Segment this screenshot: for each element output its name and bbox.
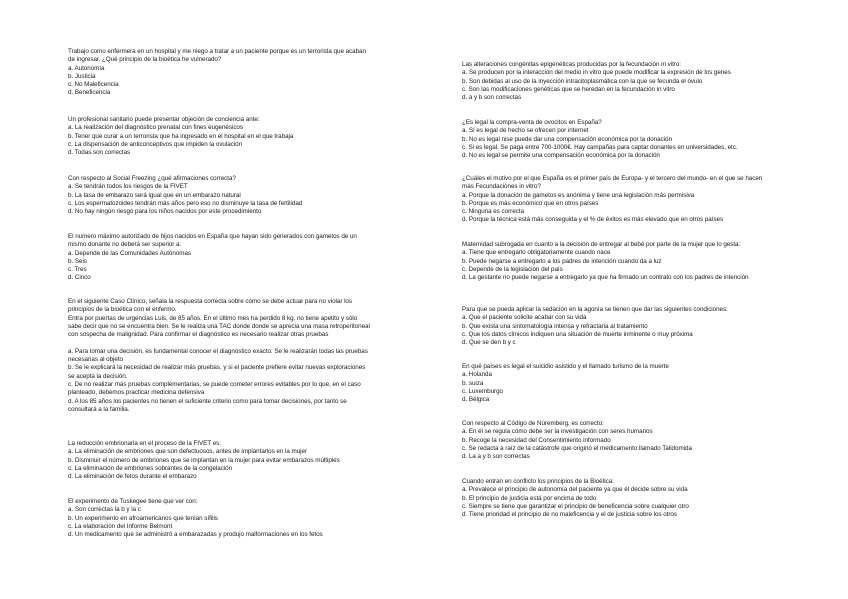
question-text: Con respecto al Código de Núremberg, es correcto:	[462, 420, 604, 427]
question-block	[68, 116, 413, 157]
answer-option: b. Tener que curar a un terrorista que ha ingresado en el hospital en el que trabaja	[68, 132, 294, 140]
question-text: Entra por puertas de urgencias Luis, de 85 años. En el último mes ha perdido 8 kg, no tiene apetito y sólo	[68, 314, 358, 322]
answer-option: b. suiza	[462, 379, 484, 387]
question-block	[462, 175, 792, 225]
answer-option: a. Holanda	[462, 371, 492, 379]
question-block	[68, 298, 413, 414]
answer-option: b. Se le explicará la necesidad de realizar más pruebas, y si el paciente prefiere evitar nuevas exploraciones	[68, 364, 366, 372]
answer-option: necesarias al objeto	[68, 356, 124, 364]
answer-option: d. A los 85 años los pacientes no tienen el suficiente criterio como para tomar decisiones, por tanto se	[68, 397, 347, 405]
answer-option: b. Son debidas al uso de la inyección intracitoplasmática con la que se fecunda el óvulo	[462, 77, 703, 85]
question-text: En el siguiente Caso Clínico, señala la respuesta correcta sobre cómo se debe actuar para no violar los	[68, 298, 352, 305]
answer-option: a. Depende de las Comunidades Autónomas	[68, 249, 192, 257]
question-block	[68, 440, 413, 481]
answer-option: c. Depende de la legislación del país	[462, 265, 563, 273]
question-block	[462, 478, 792, 519]
answer-option: a. Sí es legal de hecho se ofrecen por internet	[462, 127, 589, 135]
answer-option: d. No hay ningún riesgo para los niños nacidos por este procedimiento	[68, 208, 262, 216]
question-block	[462, 241, 792, 282]
answer-option: c. Ninguna es correcta	[462, 208, 524, 216]
answer-option: b. El principio de justicia está por encima de todo	[462, 494, 597, 502]
spacer	[68, 339, 413, 347]
question-text: principios de la bioética con el enfermo.	[68, 306, 177, 314]
answer-option: b. No es legal nise puede dar una compensación económica por la donación	[462, 135, 672, 143]
answer-option: c. Son las modificaciones genéticas que se heredan en la fecundación in vitro	[462, 85, 675, 93]
question-text: Para que se pueda aplicar la sedación en la agonía se tienen que dar las siguientes condiciones:	[462, 306, 728, 313]
answer-option: a. Autonomía	[68, 64, 105, 72]
answer-option: c. Que los datos clínicos indiquen una situación de muerte inminente o muy próxima	[462, 330, 693, 338]
answer-option: a. En él se regula cómo debe ser la investigación con seres humanos	[462, 428, 653, 436]
answer-option: a. Que el paciente solicite acabar con su vida	[462, 314, 587, 322]
question-text: sabe decir que no se encuentra bien. Se le realiza una TAC donde donde se aprecia una masa retroperitoneal	[68, 322, 370, 330]
answer-option: d. Tiene prioridad el principio de no maleficencia y el de justicia sobre los otros	[462, 511, 677, 519]
answer-option: c. No Maleficencia	[68, 81, 119, 89]
question-block	[462, 119, 792, 160]
question-text: con sospecha de malignidad. Para confirmar el diagnóstico es necesario realizar otras pruebas	[68, 331, 329, 339]
answer-option: c. De no realizar más pruebas complementarias, se puede cometer errores evitables por lo que, en el caso	[68, 380, 361, 388]
answer-option: a. Prevalece el principio de autonomía del paciente ya que él decide sobre su vida	[462, 486, 688, 494]
answer-option: se acepta la decisión.	[68, 372, 128, 380]
answer-option: c. Los espermatozoides tendrán más años pero eso no disminuye la tasa de fertilidad	[68, 199, 303, 207]
answer-option: d. Un medicamento que se administró a embarazadas y produjo malformaciones en los fetos	[68, 531, 323, 539]
question-text: El numero máximo autorizado de hijos nacidos en España que hayan sido generados con gametos de un	[68, 233, 357, 240]
answer-option: b. Un experimento en afroamericanos que tenían sífilis	[68, 514, 218, 522]
answer-option: c. La dispensación de anticonceptivos que impiden la ovulación	[68, 140, 243, 148]
answer-option: d. Que se den b y c	[462, 339, 516, 347]
answer-option: d. No es legal se permite una compensación económica por la donación	[462, 152, 660, 160]
question-text: La reducción embrionaria en el proceso de la FIVET es:	[68, 440, 221, 447]
answer-option: d. Todas son correctas	[68, 149, 131, 157]
answer-option: d. La gestante no puede negarse a entregarlo ya que ha firmado un contrato con los padres de intención	[462, 274, 749, 282]
question-block	[462, 61, 792, 102]
answer-option: a. Porque la donación de gametos es anónima y tiene una legislación más permisiva	[462, 191, 695, 199]
answer-option: c. La elaboración del Informe Belmont	[68, 522, 173, 530]
question-text: Cuando entran en conflicto los principios de la Bioética:	[462, 478, 614, 485]
question-text: Con respecto al Social Freezing ¿qué afirmaciones correcta?	[68, 175, 236, 182]
question-text: Un profesional sanitario puede presentar objeción de conciencia ante:	[68, 116, 260, 123]
answer-option: d. Beneficencia	[68, 89, 111, 97]
question-text: mismo donante no deberá ser superior a:	[68, 241, 182, 249]
question-text: ¿Es legal la compra-venta de ovocitos en España?	[462, 119, 602, 126]
question-block	[462, 420, 792, 461]
answer-option: d. La a y b son correctas	[462, 453, 530, 461]
answer-option: c. Si es legal. Se paga entre 700-1000€. Hay campañas para captar donantes en universidades, etc.	[462, 143, 738, 151]
answer-option: d. Porque la técnica está más conseguida y el % de éxitos es más elevado que en otros países	[462, 216, 724, 224]
question-block	[462, 306, 792, 347]
question-text: El experimento de Tuskegee tiene que ver con:	[68, 498, 198, 505]
answer-option: c. La eliminación de embriones sobrantes de la congelación	[68, 464, 233, 472]
question-block	[68, 498, 413, 539]
answer-option: d. La eliminación de fetos durante el embarazo	[68, 473, 197, 481]
answer-option: d. Bélgica	[462, 396, 490, 404]
answer-option: c. Luxemburgo	[462, 387, 504, 395]
answer-option: c. Se redacta a raíz de la catástrofe que originó el medicamento llamado Talidomida	[462, 444, 692, 452]
answer-option: c. Tres	[68, 266, 87, 274]
answer-option: a. La realización del diagnóstico prenatal con fines eugenésicos	[68, 124, 243, 132]
answer-option: c. Siempre se tiene que garantizar el principio de beneficencia sobre cualquier otro	[462, 502, 689, 510]
answer-option: a. La eliminación de embriones que son defectuosos, antes de implantarlos en la mujer	[68, 448, 308, 456]
answer-option: a. Son correctas la b y la c	[68, 506, 141, 514]
question-text: Maternidad subrogada en cuanto a la decisión de entregar al bebé por parte de la mujer que lo gesta:	[462, 241, 741, 248]
answer-option: b. Que exista una sintomatología intensa y refractaria al tratamiento	[462, 322, 648, 330]
answer-option: d. Cinco	[68, 274, 91, 282]
question-block	[68, 175, 413, 216]
answer-option: a. Para tomar una decisión, es fundamental conocer el diagnóstico exacto. Se le realizarán todas las pruebas	[68, 347, 368, 355]
answer-option: b. Disminuir el número de embriones que se implantan en la mujer para evitar embarazos múltiples	[68, 456, 340, 464]
question-block	[68, 48, 413, 98]
answer-option: planteado, debemos practicar medicina defensiva	[68, 389, 205, 397]
answer-option: b. Puede negarse a entregarlo a los padres de intención cuando da a luz	[462, 257, 662, 265]
answer-option: a. Se tendrán todos los riesgos de la FIVET	[68, 183, 188, 191]
answer-option: a. Tiene que entregarlo obligatoriamente cuando nace	[462, 249, 611, 257]
answer-option: b. Porque es más económico que en otros países	[462, 199, 599, 207]
question-text: de ingresar. ¿Qué principio de la bioética he vulnerado?	[68, 56, 222, 64]
answer-option: d. a y b son correctas	[462, 94, 522, 102]
answer-option: b. Recoge la necesidad del Consentimiento informado	[462, 436, 611, 444]
answer-option: b. La tasa de embarazo será igual que en un embarazo natural	[68, 191, 241, 199]
answer-option: consultará a la familia.	[68, 405, 130, 413]
question-block	[68, 233, 413, 283]
question-text: ¿Cuáles el motivo por el que España es el primer país de Europa- y el tercero del mundo- en el que se hacen	[462, 175, 763, 182]
question-text: más Fecundaciones in vitro?	[462, 183, 541, 191]
question-text: Las alteraciones congénitas epigenéticas producidas por la fecundación in vitro:	[462, 61, 681, 68]
question-text: En qué países es legal el suicidio asistido y el llamado turismo de la muerte	[462, 363, 669, 370]
question-block	[462, 363, 792, 404]
answer-option: b. Seis	[68, 257, 87, 265]
question-text: Trabajo como enfermera en un hospital y me niego a tratar a un paciente porque es un terrorista que acaban	[68, 48, 366, 55]
answer-option: a. Se producen por la interacción del medio in vitro que puede modificar la expresión de los genes	[462, 69, 731, 77]
answer-option: b. Justicia	[68, 72, 96, 80]
